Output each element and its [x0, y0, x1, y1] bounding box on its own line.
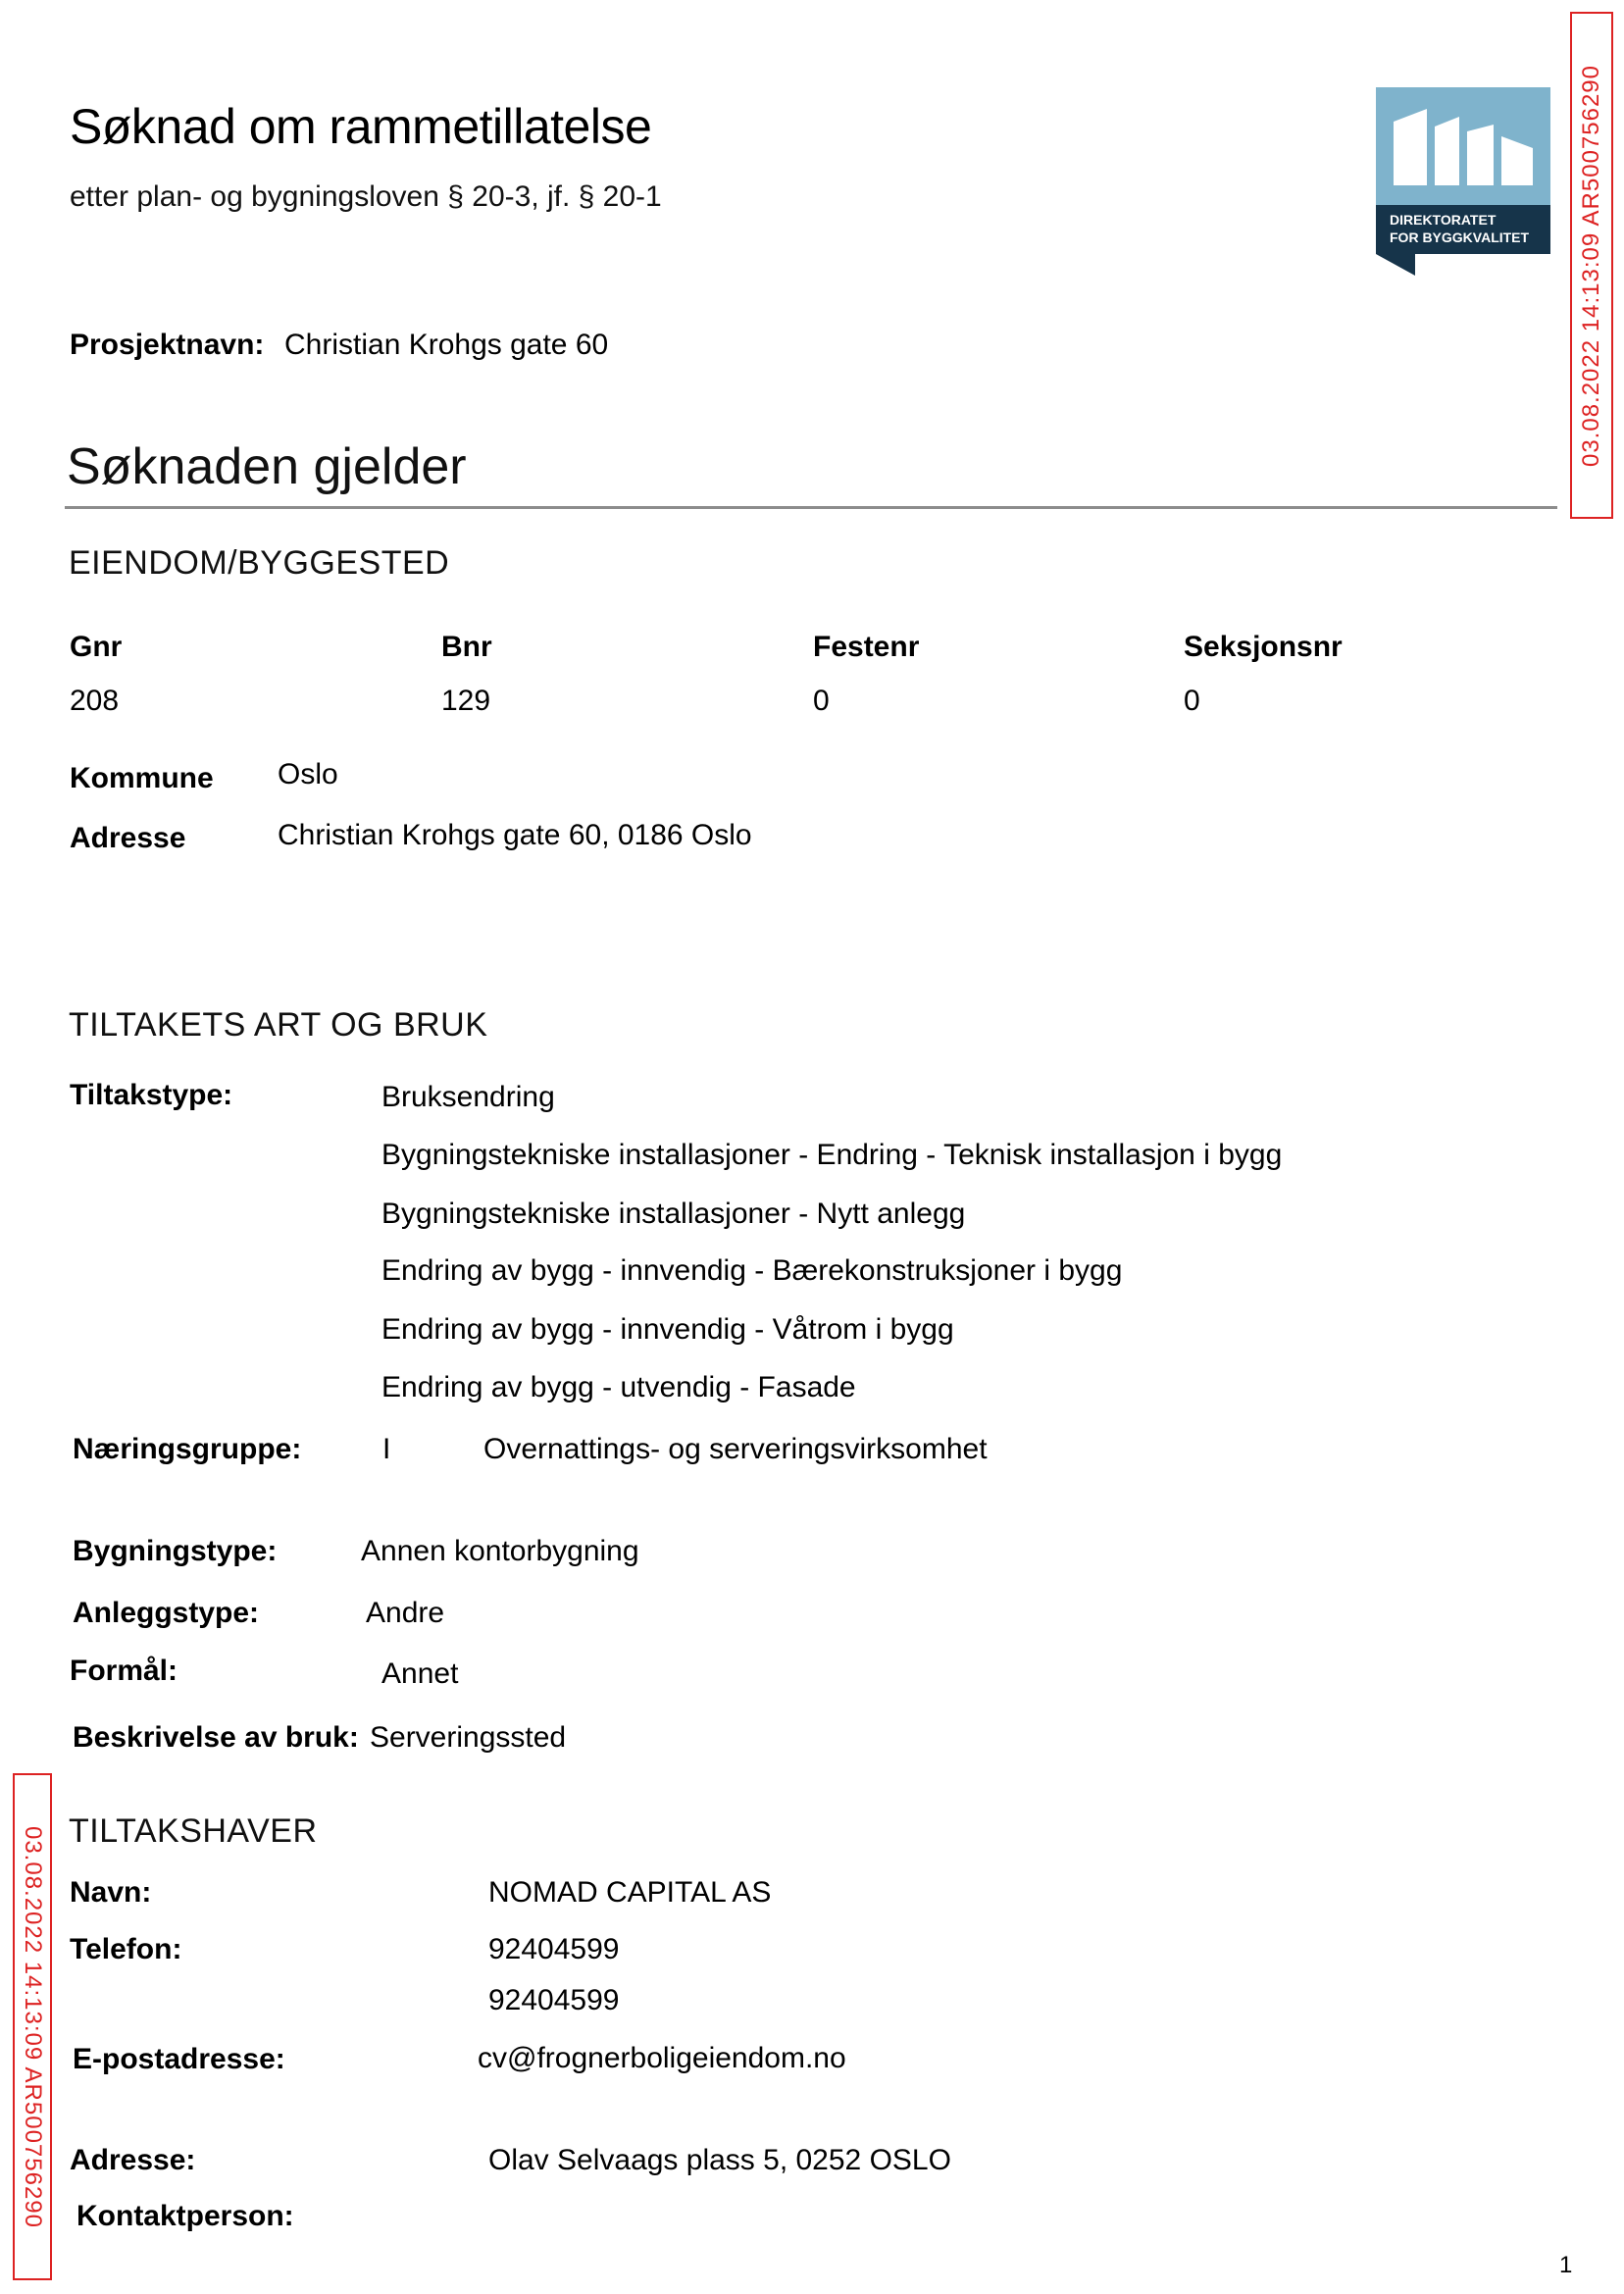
page-number: 1: [1559, 2252, 1573, 2278]
svg-text:DIREKTORATET: DIREKTORATET: [1390, 212, 1497, 228]
formal-value: Annet: [381, 1657, 459, 1690]
beskrivelse-label: Beskrivelse av bruk:: [73, 1721, 359, 1754]
kommune-value: Oslo: [278, 758, 338, 790]
adresse-value: Olav Selvaags plass 5, 0252 OSLO: [488, 2144, 951, 2176]
tiltakstype-item: Bruksendring: [381, 1081, 555, 1113]
tiltakstype-item: Bygningstekniske installasjoner - Endring - Teknisk installasjon i bygg: [381, 1139, 1283, 1171]
project-name-value: Christian Krohgs gate 60: [284, 329, 609, 361]
tiltakstype-item: Endring av bygg - utvendig - Fasade: [381, 1371, 856, 1403]
telefon-value: 92404599: [488, 1933, 620, 1965]
document-subtitle: etter plan- og bygningsloven § 20-3, jf. § 20-1: [70, 180, 662, 213]
navn-label: Navn:: [70, 1876, 152, 1909]
dibk-logo: [1376, 87, 1550, 276]
bygningstype-label: Bygningstype:: [73, 1535, 278, 1567]
epost-label: E-postadresse:: [73, 2043, 285, 2075]
tiltak-heading: TILTAKETS ART OG BRUK: [69, 1006, 488, 1044]
adresse-label: Adresse: [70, 822, 186, 854]
archive-stamp: [1570, 12, 1613, 519]
formal-label: Formål:: [70, 1655, 178, 1687]
bnr-value: 129: [441, 685, 491, 717]
document-title: Søknad om rammetillatelse: [70, 99, 652, 154]
svg-text:FOR BYGGKVALITET: FOR BYGGKVALITET: [1390, 229, 1530, 245]
section-title: Søknaden gjelder: [67, 438, 467, 495]
bygningstype-value: Annen kontorbygning: [361, 1535, 639, 1567]
festenr-label: Festenr: [813, 631, 920, 663]
navn-value: NOMAD CAPITAL AS: [488, 1876, 772, 1909]
tiltakshaver-heading: TILTAKSHAVER: [69, 1812, 318, 1850]
tiltakstype-item: Bygningstekniske installasjoner - Nytt anlegg: [381, 1198, 966, 1230]
epost-value: cv@frognerboligeiendom.no: [478, 2042, 846, 2074]
beskrivelse-value: Serveringssted: [370, 1721, 567, 1754]
adresse-label: Adresse:: [70, 2144, 196, 2176]
adresse-value: Christian Krohgs gate 60, 0186 Oslo: [278, 819, 752, 851]
kommune-label: Kommune: [70, 762, 214, 794]
seksjonsnr-value: 0: [1184, 685, 1200, 717]
archive-stamp: [13, 1773, 52, 2280]
gnr-label: Gnr: [70, 631, 123, 663]
naeringsgruppe-label: Næringsgruppe:: [73, 1433, 302, 1465]
tiltakstype-label: Tiltakstype:: [70, 1079, 233, 1111]
project-name-label: Prosjektnavn:: [70, 329, 265, 361]
archive-stamp-text: 03.08.2022 14:13:09 AR500756290: [20, 1825, 46, 2228]
archive-stamp-text: 03.08.2022 14:13:09 AR500756290: [1578, 64, 1604, 467]
gnr-value: 208: [70, 685, 120, 717]
bnr-label: Bnr: [441, 631, 492, 663]
seksjonsnr-label: Seksjonsnr: [1184, 631, 1343, 663]
festenr-value: 0: [813, 685, 830, 717]
telefon-value: 92404599: [488, 1984, 620, 2016]
naeringsgruppe-code: I: [382, 1433, 391, 1465]
kontaktperson-label: Kontaktperson:: [76, 2200, 294, 2232]
tiltakstype-item: Endring av bygg - innvendig - Våtrom i bygg: [381, 1313, 954, 1346]
tiltakstype-item: Endring av bygg - innvendig - Bærekonstruksjoner i bygg: [381, 1254, 1123, 1287]
anleggstype-label: Anleggstype:: [73, 1597, 260, 1629]
naeringsgruppe-value: Overnattings- og serveringsvirksomhet: [483, 1433, 988, 1465]
property-heading: EIENDOM/BYGGESTED: [69, 544, 450, 582]
anleggstype-value: Andre: [366, 1597, 445, 1629]
section-divider: [65, 506, 1557, 509]
telefon-label: Telefon:: [70, 1933, 182, 1965]
